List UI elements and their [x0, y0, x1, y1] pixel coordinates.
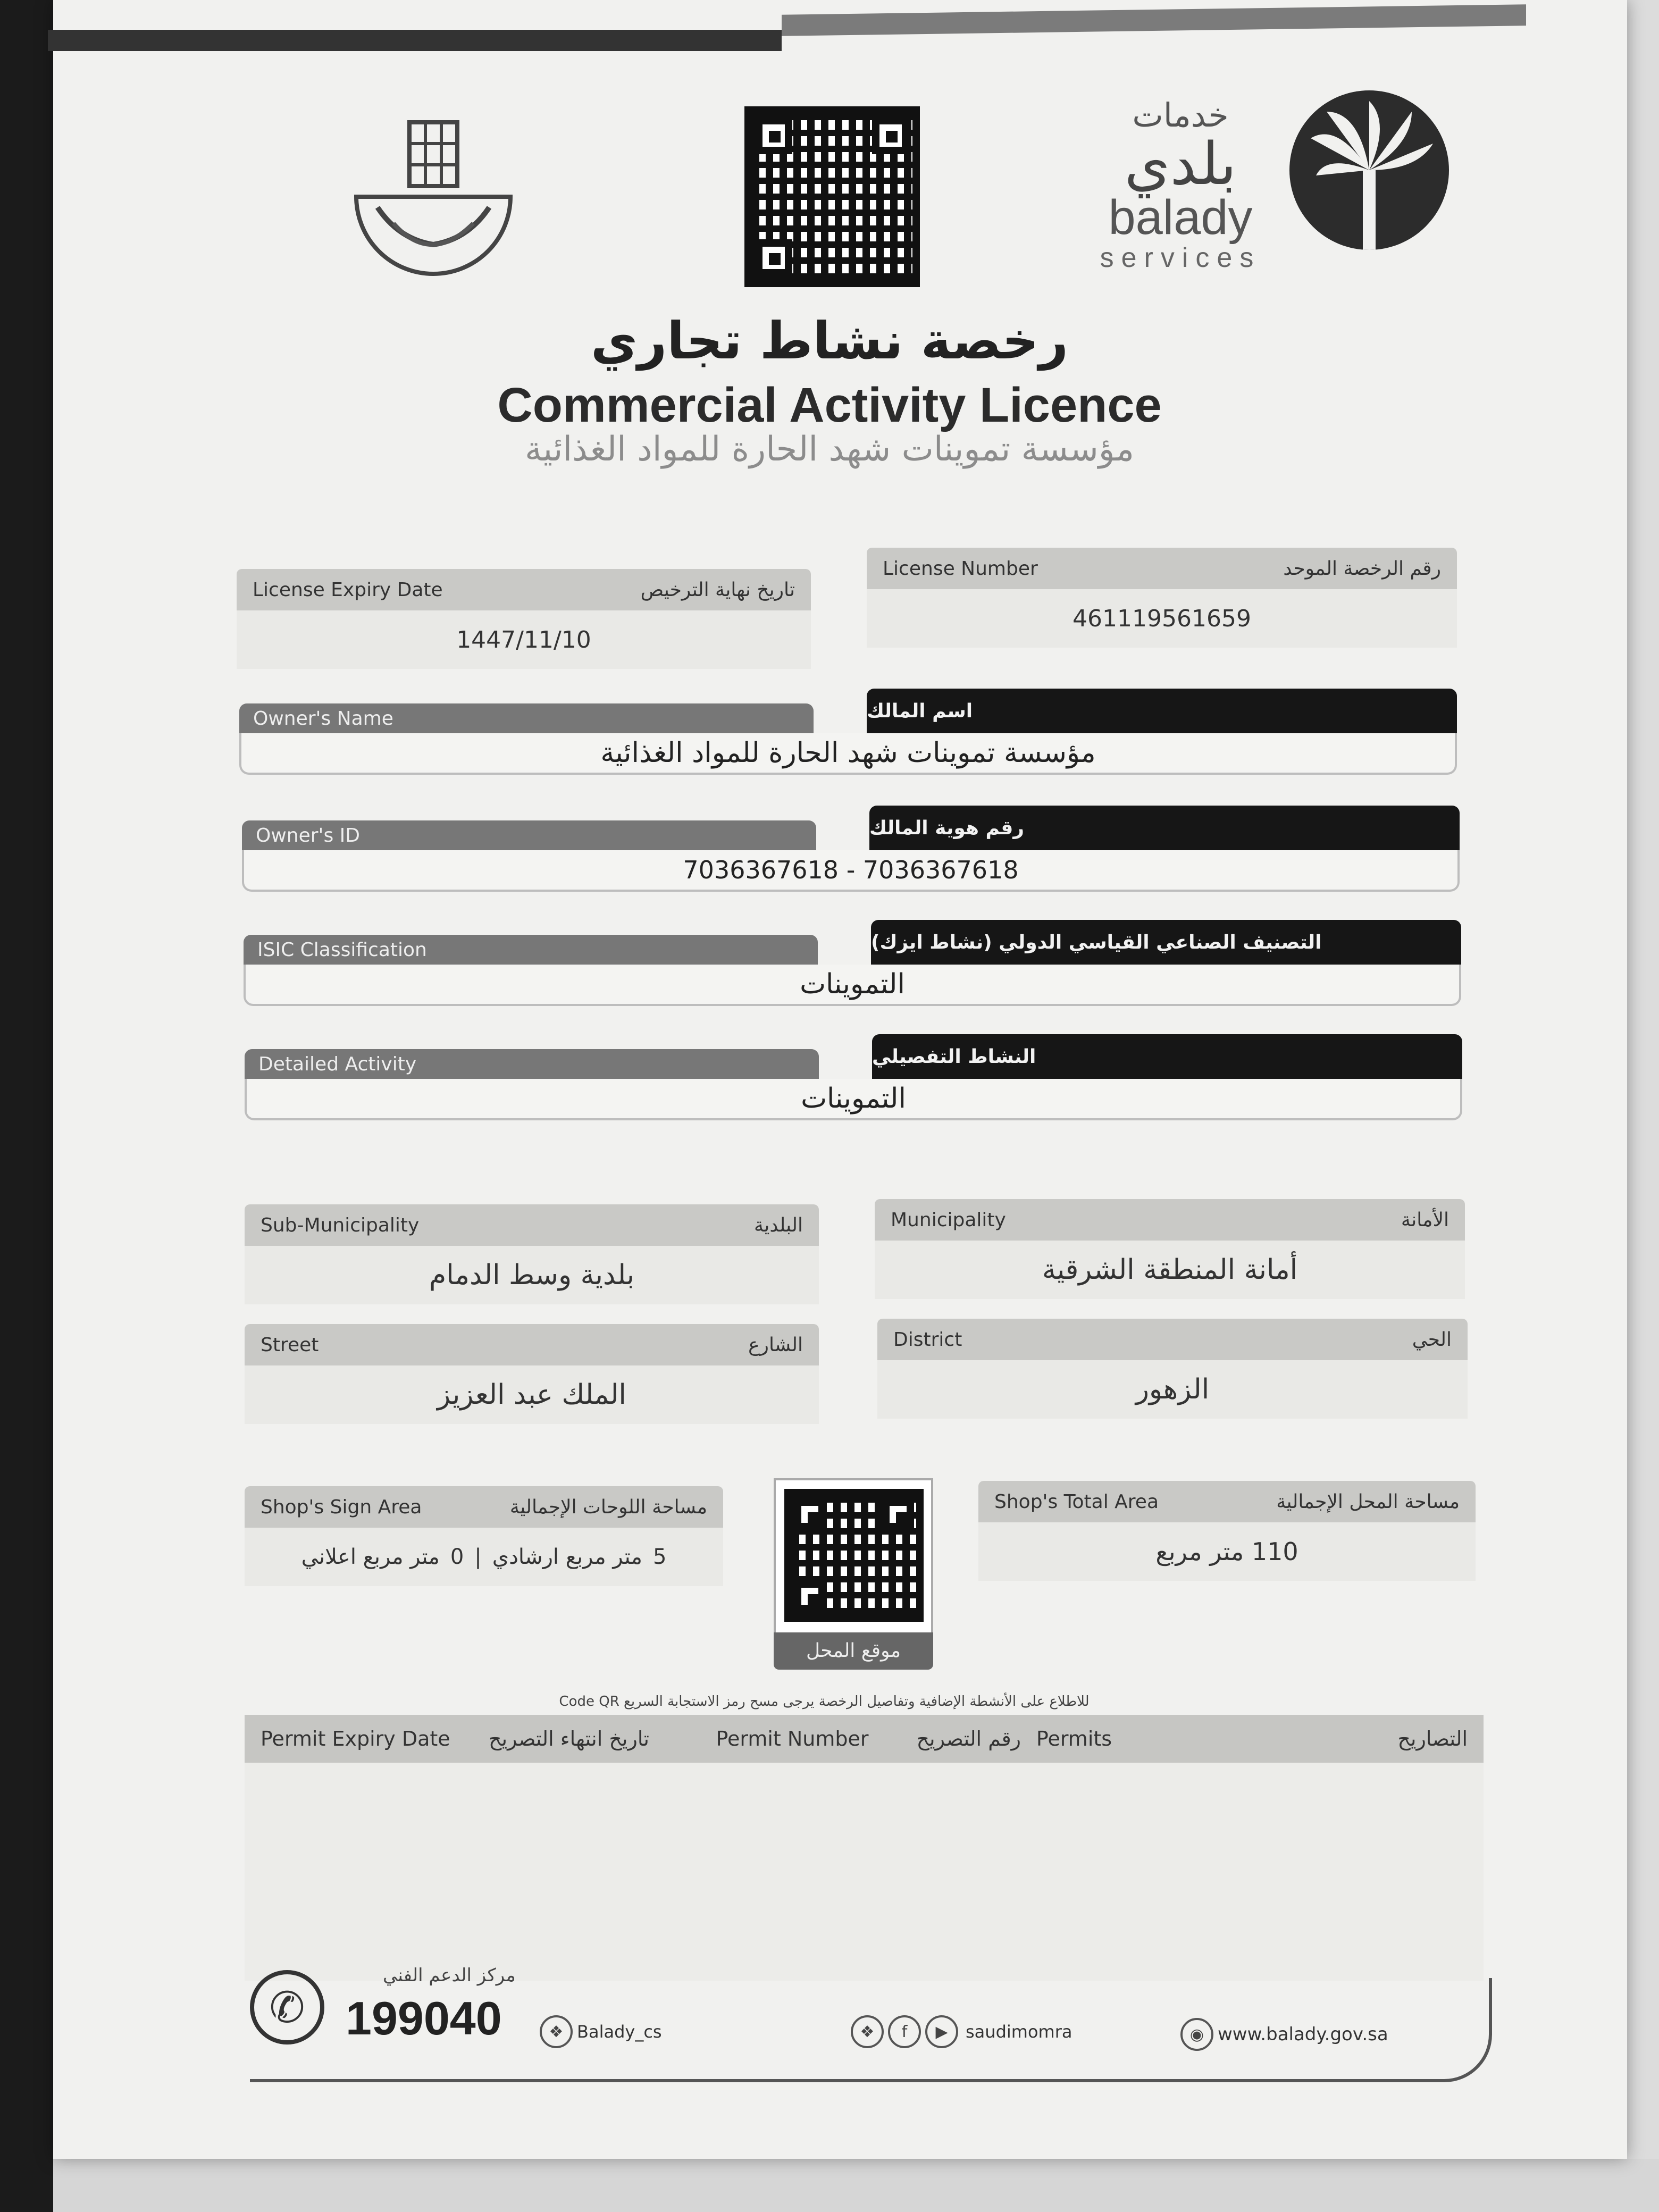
- district-box: [877, 1319, 1468, 1419]
- total-area: 110 متر مربع: [978, 1522, 1476, 1581]
- twitter-handle[interactable]: Balady_cs: [577, 2022, 662, 2042]
- twitter-icon: ❖: [540, 2015, 573, 2048]
- license-number-label-en: License Number: [883, 557, 1038, 580]
- shop-location-label: موقع المحل: [774, 1632, 933, 1670]
- total-area-box: [978, 1481, 1476, 1581]
- balady-ar-top: خدمات: [1132, 96, 1229, 135]
- municipality-logo: [346, 117, 521, 287]
- title-en: Commercial Activity Licence: [497, 378, 1162, 432]
- balady-ar: بلدي: [1124, 130, 1237, 198]
- background-strip: [53, 2159, 1659, 2212]
- license-expiry-label-en: License Expiry Date: [253, 579, 443, 601]
- sign-area-values: [245, 1528, 723, 1586]
- balady-en: balady: [1108, 190, 1253, 245]
- owner-name-label-en: Owner's Name: [239, 703, 814, 733]
- isic-label-en: ISIC Classification: [244, 935, 818, 965]
- establishment-name: مؤسسة تموينات شهد الحارة للمواد الغذائية: [524, 430, 1135, 469]
- license-expiry-label-ar: تاريخ نهاية الترخيص: [640, 579, 795, 601]
- sign-separator: |: [474, 1545, 482, 1569]
- qr-note: للاطلاع على الأنشطة الإضافية وتفاصيل الرخصة يرجى مسح رمز الاستجابة السريع Code QR: [559, 1694, 1090, 1710]
- sign-unit-1: متر مربع ارشادي: [492, 1545, 642, 1569]
- isic-value: التموينات: [244, 965, 1461, 1006]
- detailed-activity-label-ar: النشاط التفصيلي: [872, 1034, 1462, 1079]
- qr-code: [744, 106, 920, 287]
- social-handle[interactable]: saudimomra: [966, 2022, 1073, 2042]
- twitter-handle-group: [540, 2015, 662, 2048]
- sub-municipality-box: [245, 1204, 819, 1304]
- detailed-activity-value: التموينات: [245, 1079, 1462, 1120]
- permits-table: [245, 1715, 1484, 1981]
- permit-number-en: Permit Number: [716, 1727, 869, 1750]
- sign-area-label-ar: مساحة اللوحات الإجمالية: [509, 1496, 707, 1518]
- sub-municipality-label-ar: البلدية: [754, 1214, 803, 1236]
- social-group: [851, 2015, 1072, 2048]
- license-number-label-ar: رقم الرخصة الموحد: [1283, 557, 1441, 580]
- website-group: [1180, 2018, 1388, 2051]
- street: الملك عبد العزيز: [245, 1365, 819, 1424]
- facebook-icon: f: [888, 2015, 921, 2048]
- permit-expiry-en: Permit Expiry Date: [261, 1727, 450, 1750]
- isic-label-ar: التصنيف الصناعي القياسي الدولي (نشاط ايزك): [871, 920, 1461, 965]
- phone-icon: ✆: [250, 1970, 324, 2045]
- permits-body: [245, 1763, 1484, 1981]
- detailed-activity-row: [245, 1034, 1462, 1120]
- sign-unit-2: متر مربع اعلاني: [301, 1545, 440, 1569]
- permit-number-ar: رقم التصريح: [916, 1727, 1021, 1750]
- district-label-en: District: [893, 1328, 962, 1351]
- qr-code: [784, 1489, 924, 1622]
- street-box: [245, 1324, 819, 1424]
- owner-id-label-ar: رقم هوية المالك: [869, 806, 1460, 850]
- sub-municipality-label-en: Sub-Municipality: [261, 1214, 420, 1236]
- owner-id-label-en: Owner's ID: [242, 820, 816, 850]
- street-label-ar: الشارع: [748, 1334, 803, 1356]
- sign-area-label-en: Shop's Sign Area: [261, 1496, 422, 1518]
- sign-value-1: 5: [652, 1545, 667, 1569]
- support-number: 199040: [346, 1992, 502, 2045]
- globe-icon: ◉: [1180, 2018, 1213, 2051]
- municipality-label-en: Municipality: [891, 1209, 1006, 1231]
- balady-services: services: [1100, 242, 1261, 273]
- balady-wordmark: [1085, 96, 1276, 273]
- isic-row: [244, 920, 1461, 1006]
- permit-expiry-ar: تاريخ انتهاء التصريح: [489, 1727, 649, 1750]
- header-bar: [48, 30, 782, 51]
- support-label: مركز الدعم الفني: [383, 1965, 516, 1986]
- license-expiry-box: [237, 569, 811, 669]
- title-ar: رخصة نشاط تجاري: [590, 311, 1069, 371]
- owner-name-label-ar: اسم المالك: [867, 689, 1457, 733]
- district-label-ar: الحي: [1412, 1328, 1452, 1351]
- detailed-activity-label-en: Detailed Activity: [245, 1049, 819, 1079]
- shop-location-qr-box: [774, 1478, 933, 1670]
- owner-id-row: [242, 806, 1460, 892]
- total-area-label-en: Shop's Total Area: [994, 1490, 1159, 1513]
- street-label-en: Street: [261, 1334, 319, 1356]
- municipality: أمانة المنطقة الشرقية: [875, 1241, 1465, 1299]
- twitter-icon: ❖: [851, 2015, 884, 2048]
- license-number: 461119561659: [867, 589, 1457, 648]
- owner-id: 7036367618 - 7036367618: [242, 850, 1460, 892]
- palm-icon: [1289, 90, 1449, 250]
- total-area-label-ar: مساحة المحل الإجمالية: [1276, 1490, 1460, 1513]
- owner-name-row: [239, 689, 1457, 775]
- palm-logo: [1289, 90, 1449, 250]
- sub-municipality: بلدية وسط الدمام: [245, 1246, 819, 1304]
- owner-name: مؤسسة تموينات شهد الحارة للمواد الغذائية: [239, 733, 1457, 775]
- sign-area-box: [245, 1486, 723, 1586]
- district: الزهور: [877, 1360, 1468, 1419]
- license-expiry: 1447/11/10: [237, 610, 811, 669]
- sign-value-2: 0: [450, 1545, 464, 1569]
- municipality-label-ar: الأمانة: [1401, 1209, 1449, 1231]
- municipality-box: [875, 1199, 1465, 1299]
- license-number-box: [867, 548, 1457, 648]
- permits-ar: التصاريح: [1397, 1727, 1468, 1750]
- permits-en: Permits: [1036, 1727, 1112, 1750]
- youtube-icon: ▶: [925, 2015, 958, 2048]
- website[interactable]: www.balady.gov.sa: [1218, 2024, 1388, 2045]
